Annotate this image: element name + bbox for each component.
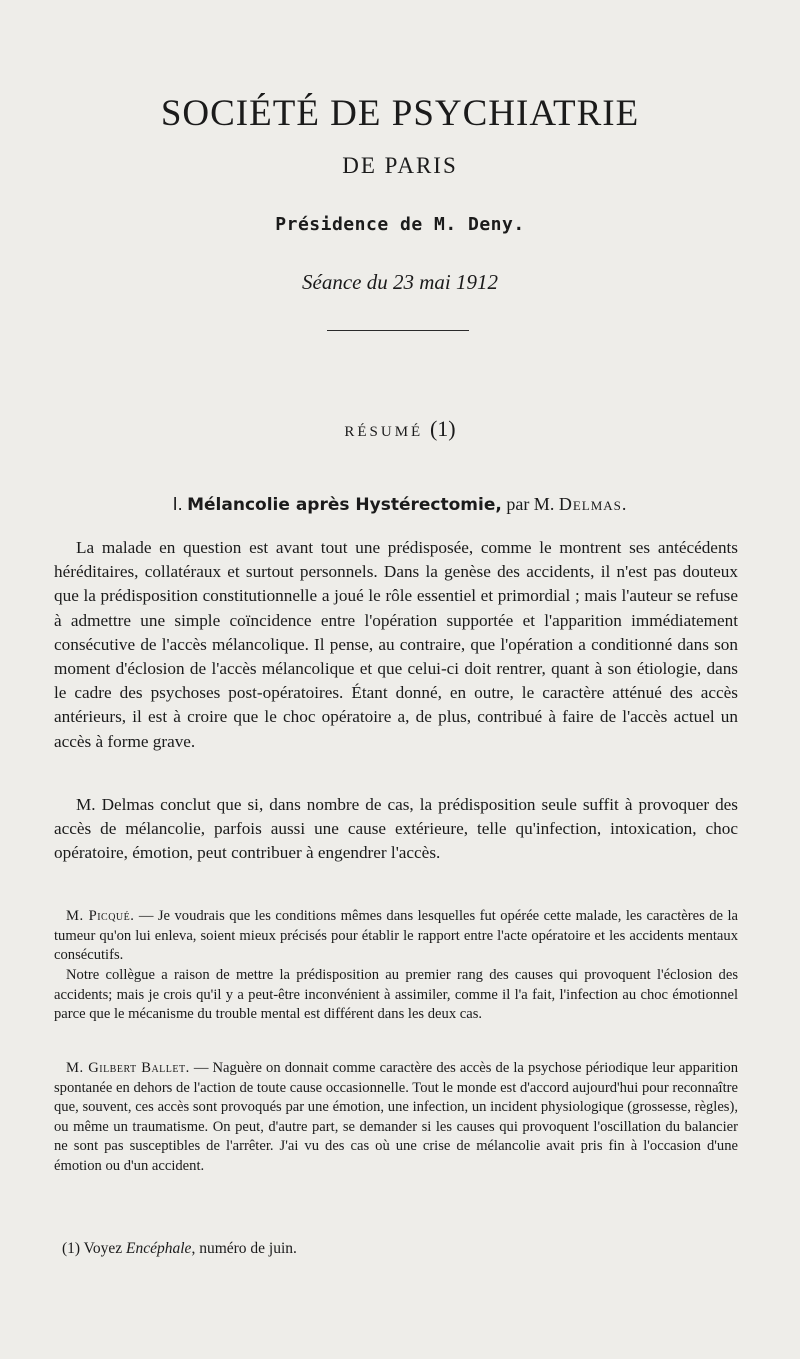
discussion-picque-1 [54, 907, 738, 966]
body-paragraph-1 [54, 536, 738, 754]
header-divider [327, 330, 469, 331]
discussion-picque-2 [54, 966, 738, 1025]
society-title: SOCIÉTÉ DE PSYCHIATRIE [160, 93, 640, 134]
discussion-ballet [54, 1059, 738, 1176]
section-number: I. [172, 494, 183, 514]
speaker-name: M. Gilbert Ballet. [66, 1060, 190, 1076]
footnote [62, 1240, 297, 1258]
section-by: par M. [506, 494, 555, 514]
speaker-name: M. Picqué. [66, 908, 135, 924]
resume-label: RÉSUMÉ [344, 424, 424, 440]
resume-heading [0, 416, 800, 442]
discussion-text: Notre collègue a raison de mettre la prédisposition au premier rang des causes qui provoquent l'éclosion des accidents; mais je crois qu'il y a peut-être inconvénient à assimiler, comme il l'a fait, l'infection au choc émotionnel parce que le mécanisme du trouble mental est différent dans les deux cas. [54, 967, 738, 1022]
discussion-text: — Je voudrais que les conditions mêmes dans lesquelles fut opérée cette malade, les caractères de la tumeur qu'on lui enleva, soient mieux précisés pour établir le rapport entre l'acte opératoire et les accidents mentaux consécutifs. [54, 908, 738, 963]
presidence-line: Présidence de M. Deny. [275, 214, 525, 235]
section-author: Delmas. [558, 494, 628, 514]
society-city: DE PARIS [342, 153, 458, 178]
footnote-journal: Encéphale [126, 1240, 192, 1257]
footnote-text: Voyez [80, 1240, 127, 1257]
section-heading [0, 494, 800, 515]
body-paragraph-2 [54, 793, 738, 866]
discussion-text: — Naguère on donnait comme caractère des accès de la psychose périodique leur apparition spontanée en dehors de l'action de toute cause occasionnelle. Tout le monde est d'accord aujourd'hui pour reconnaître que, souvent, ces accès sont provoqués par une émotion, une infection, un incident physiologique (grossesse, règles), ou même un traumatisme. On peut, d'autre part, se demander si les causes qui provoquent l'oscillation du balancier ne sont pas susceptibles de l'arrêter. J'ai vu des cas où une crise de mélancolie avait pris fin à l'occasion d'une émotion ou d'un accident. [54, 1060, 738, 1174]
paragraph-text: M. Delmas conclut que si, dans nombre de cas, la prédisposition seule suffit à provoquer des accès de mélancolie, parfois aussi une cause extérieure, telle qu'infection, intoxication, choc opératoire, émotion, peut contribuer à engendrer l'accès. [54, 795, 738, 863]
footnote-ref: (1) [429, 416, 456, 441]
seance-date: Séance du 23 mai 1912 [302, 270, 498, 294]
footnote-text-end: , numéro de juin. [191, 1240, 297, 1257]
paragraph-text: La malade en question est avant tout une prédisposée, comme le montrent ses antécédents héréditaires, collatéraux et surtout personnels. Dans la genèse des accidents, il n'est pas douteux que la prédisposition constitutionnelle a joué le rôle essentiel et primordial ; mais l'auteur se refuse à admettre une simple coïncidence entre l'opération supportée et l'apparition immédiatement consécutive de l'accès mélancolique. Il pense, au contraire, que l'opération a conditionné dans son moment d'éclosion de l'accès mélancolique et que celui-ci doit rentrer, quant à son étiologie, dans le cadre des psychoses post-opératoires. Étant donné, en outre, le caractère atténué des accès antérieurs, il est à croire que le choc opératoire a, de plus, contribué à faire de l'accès actuel un accès à forme grave. [54, 538, 738, 751]
section-title: Mélancolie après Hystérectomie, [187, 495, 502, 515]
footnote-mark: (1) [62, 1240, 81, 1257]
